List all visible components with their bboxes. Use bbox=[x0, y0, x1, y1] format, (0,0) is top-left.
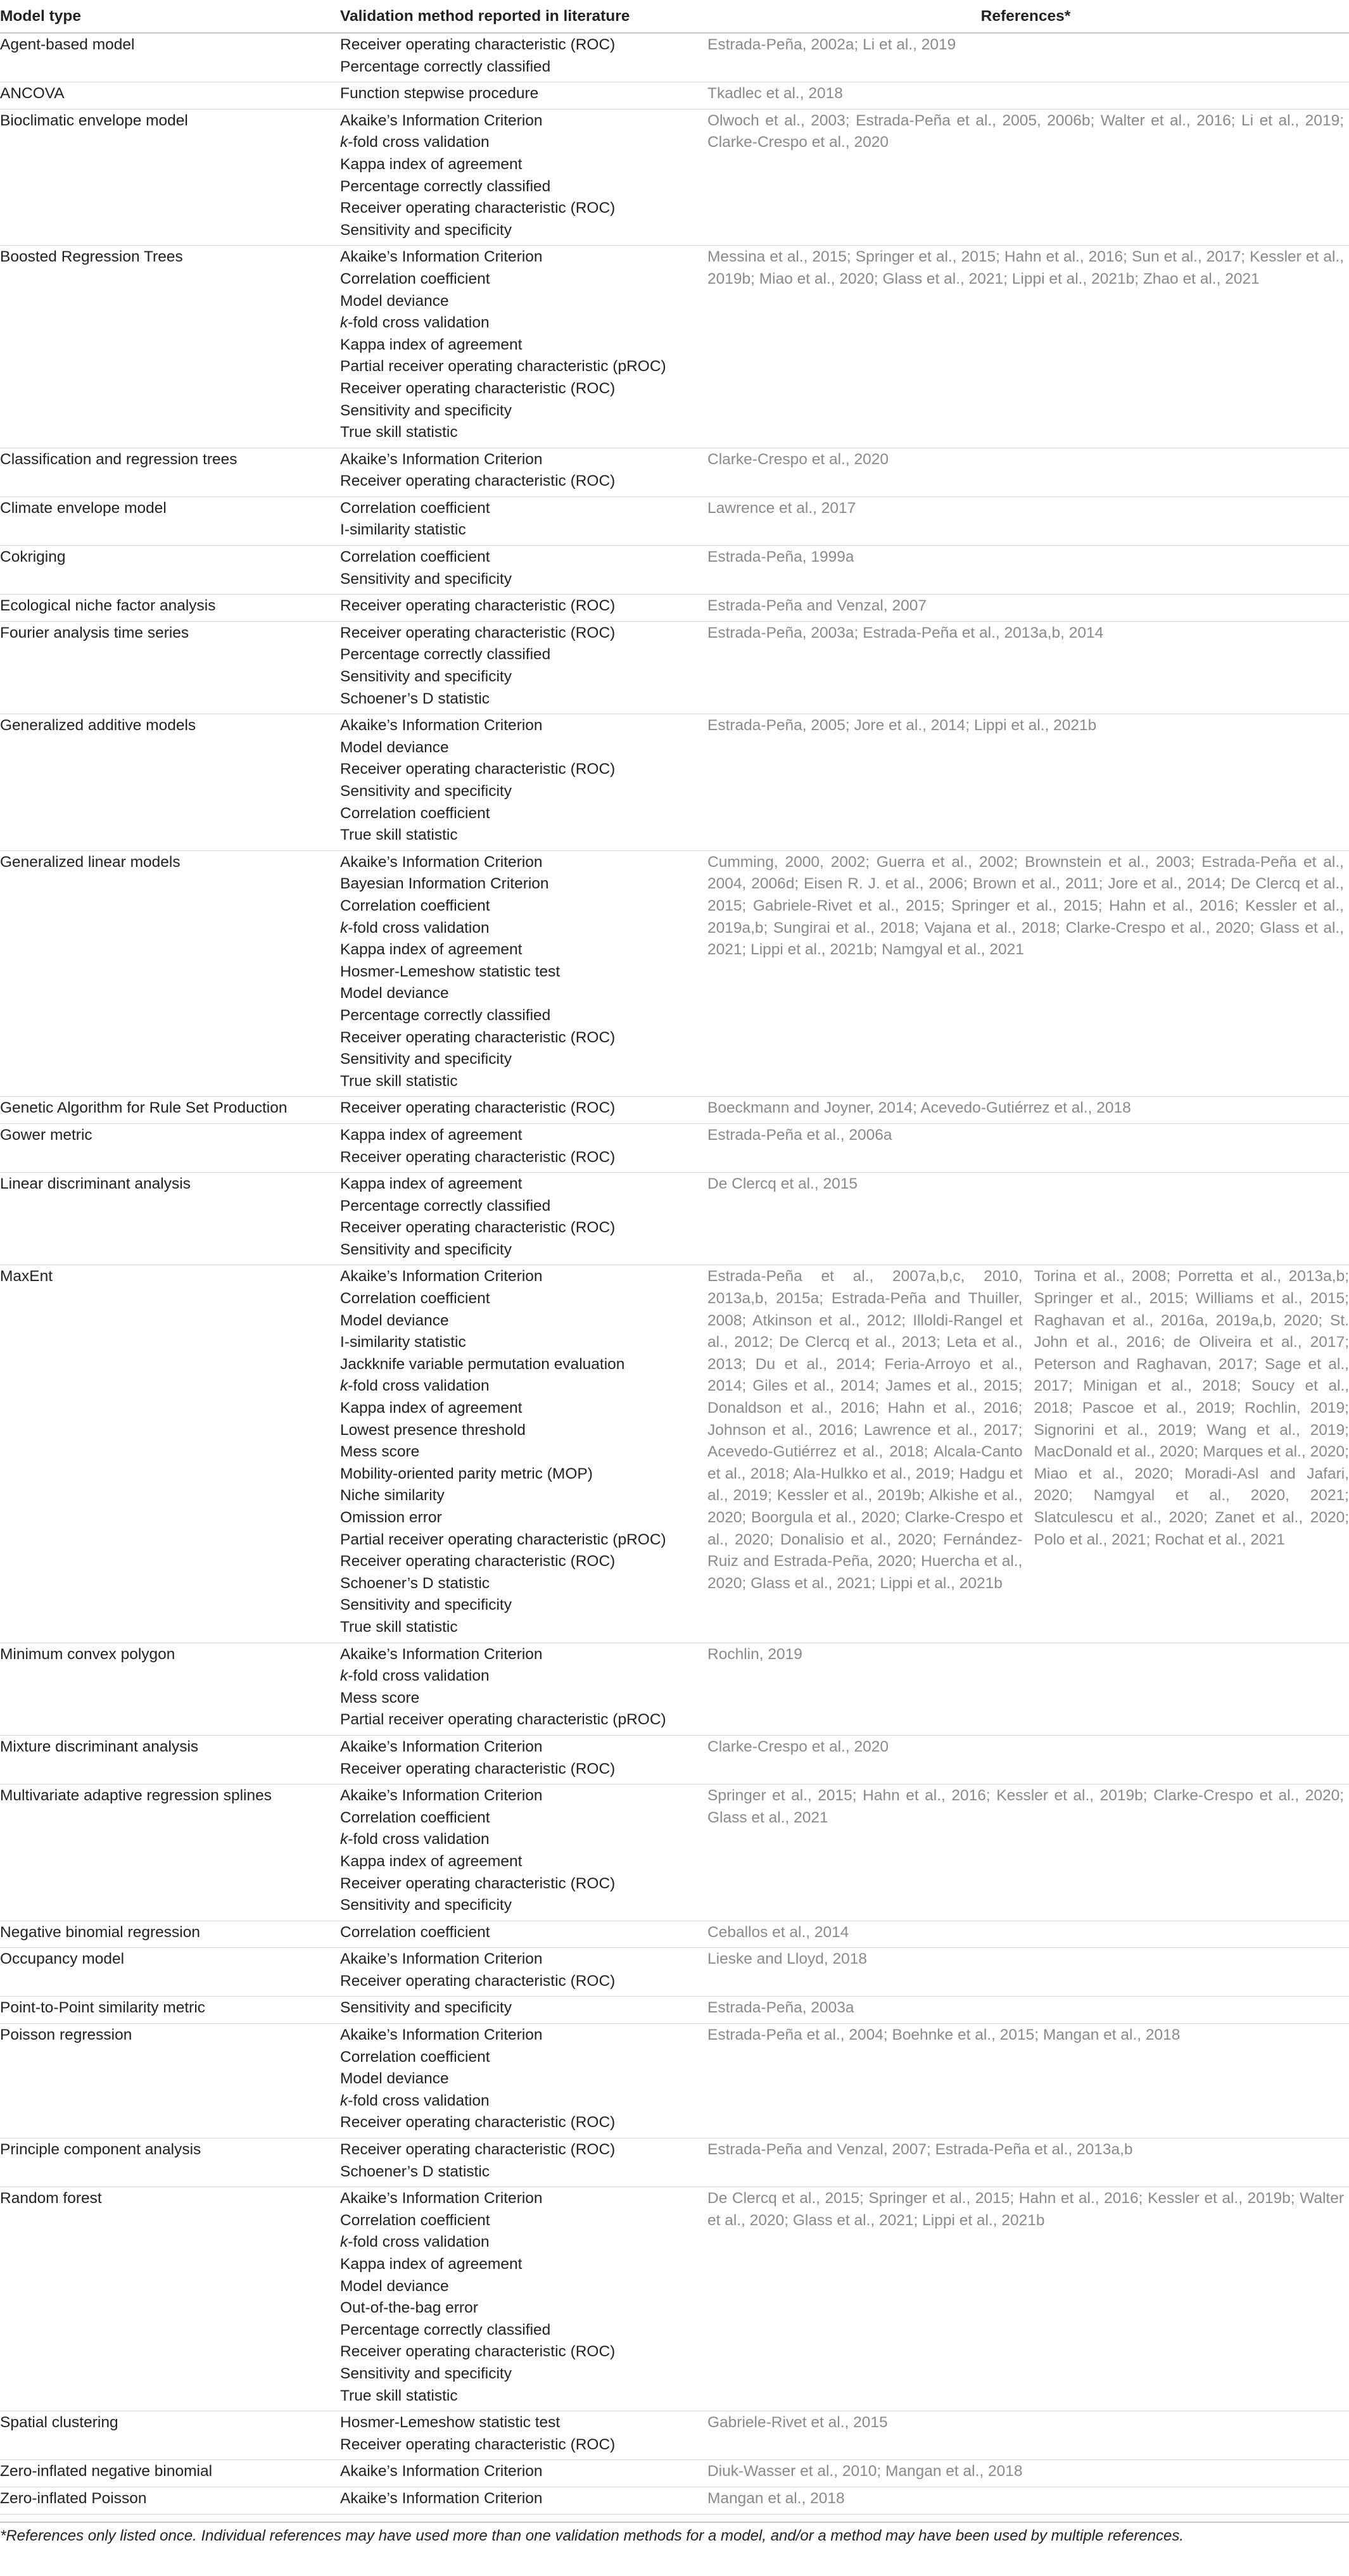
references-cell: Clarke-Crespo et al., 2020 bbox=[707, 1735, 1349, 1784]
model-type-cell: Gower metric bbox=[0, 1123, 340, 1172]
model-type-cell: ANCOVA bbox=[0, 82, 340, 110]
references-cell: Ceballos et al., 2014 bbox=[707, 1921, 1349, 1948]
validation-method-item: Percentage correctly classified bbox=[340, 177, 551, 195]
validation-method-item: Hosmer-Lemeshow statistic test bbox=[340, 2414, 560, 2432]
references-cell: De Clercq et al., 2015; Springer et al., 2015; Hahn et al., 2016; Kessler et al., 2019b; Walter et al., 2020; Glass et al., 2021; Lippi et al., 2021b bbox=[707, 2187, 1349, 2411]
validation-method-item: Kappa index of agreement bbox=[340, 1126, 522, 1144]
references-cell: Diuk-Wasser et al., 2010; Mangan et al., 2018 bbox=[707, 2460, 1349, 2487]
table-row bbox=[0, 1123, 1349, 1172]
validation-methods-cell bbox=[340, 1948, 707, 1997]
references-cell: De Clercq et al., 2015 bbox=[707, 1173, 1349, 1265]
model-type-cell: Occupancy model bbox=[0, 1948, 340, 1997]
validation-methods-cell bbox=[340, 546, 707, 595]
validation-method-item: Partial receiver operating characteristic (pROC) bbox=[340, 1531, 666, 1548]
validation-method-item: Receiver operating characteristic (ROC) bbox=[340, 624, 616, 641]
validation-method-item: True skill statistic bbox=[340, 1618, 458, 1636]
validation-method-item: Correlation coefficient bbox=[340, 270, 490, 287]
table-row bbox=[0, 1921, 1349, 1948]
references-cell: Estrada-Peña, 2003a; Estrada-Peña et al., 2013a,b, 2014 bbox=[707, 621, 1349, 714]
model-type-cell: Random forest bbox=[0, 2187, 340, 2411]
model-type-cell: Genetic Algorithm for Rule Set Production bbox=[0, 1097, 340, 1124]
validation-method-item: k-fold cross validation bbox=[340, 2092, 490, 2109]
table-row bbox=[0, 2460, 1349, 2487]
validation-method-item: Kappa index of agreement bbox=[340, 336, 522, 353]
validation-methods-cell bbox=[340, 850, 707, 1097]
references-cell: Estrada-Peña and Venzal, 2007 bbox=[707, 595, 1349, 622]
references-column-left: Estrada-Peña et al., 2007a,b,c, 2010, 2013a,b, 2015a; Estrada-Peña and Thuiller, 2008; Atkinson et al., 2012; Illoldi-Rangel et al., 2012; De Clercq et al., 2013; Leta et al., 2013; Du et al., 2014; Feria-Arroyo et al., 2014; Giles et al., 2014; James et al., 2015; Donaldson et al., 2016; Hahn et al., 2016; Johnson et al., 2016; Lawrence et al., 2017; Acevedo-Gutiérrez et al., 2018; Alcala-Canto et al., 2018; Ala-Hulkko et al., 2019; Hadgu et al., 2019; Kessler et al., 2019b; Alkishe et al., 2020; Boorgula et al., 2020; Clarke-Crespo et al., 2020; Donalisio et al., 2020; Fernández-Ruiz and Estrada-Peña, 2020; Huercha et al., 2020; Glass et al., 2021; Lippi et al., 2021b bbox=[707, 1268, 1023, 1592]
table-row bbox=[0, 109, 1349, 246]
validation-method-item: Akaike’s Information Criterion bbox=[340, 1645, 543, 1663]
validation-methods-cell bbox=[340, 246, 707, 448]
validation-method-item: Percentage correctly classified bbox=[340, 646, 551, 664]
table-row bbox=[0, 1997, 1349, 2024]
model-type-cell: Climate envelope model bbox=[0, 496, 340, 545]
validation-method-item: Correlation coefficient bbox=[340, 1809, 490, 1826]
validation-method-item: Hosmer-Lemeshow statistic test bbox=[340, 963, 560, 980]
validation-method-item: Kappa index of agreement bbox=[340, 1175, 522, 1193]
validation-method-item: Receiver operating characteristic (ROC) bbox=[340, 472, 616, 490]
model-type-cell: Multivariate adaptive regression splines bbox=[0, 1784, 340, 1921]
table-row bbox=[0, 33, 1349, 82]
validation-method-item: Partial receiver operating characteristic (pROC) bbox=[340, 1711, 666, 1729]
validation-method-item: Model deviance bbox=[340, 292, 449, 310]
validation-method-item: Akaike’s Information Criterion bbox=[340, 2026, 543, 2044]
validation-method-item: Sensitivity and specificity bbox=[340, 221, 512, 239]
header-row bbox=[0, 0, 1349, 33]
table-row bbox=[0, 595, 1349, 622]
validation-method-item: Receiver operating characteristic (ROC) bbox=[340, 2114, 616, 2131]
model-type-cell: Ecological niche factor analysis bbox=[0, 595, 340, 622]
references-cell: Messina et al., 2015; Springer et al., 2015; Hahn et al., 2016; Sun et al., 2017; Kessler et al., 2019b; Miao et al., 2020; Glass et al., 2021; Lippi et al., 2021b; Zhao et al., 2021 bbox=[707, 246, 1349, 448]
references-cell: Mangan et al., 2018 bbox=[707, 2487, 1349, 2514]
validation-method-item: True skill statistic bbox=[340, 1072, 458, 1090]
validation-method-item: Akaike’s Information Criterion bbox=[340, 2190, 543, 2207]
validation-method-item: k-fold cross validation bbox=[340, 134, 490, 151]
validation-method-item: Akaike’s Information Criterion bbox=[340, 1950, 543, 1968]
validation-method-item: Partial receiver operating characteristic (pROC) bbox=[340, 358, 666, 376]
validation-method-item: Model deviance bbox=[340, 738, 449, 756]
references-cell: Estrada-Peña, 2003a bbox=[707, 1997, 1349, 2024]
validation-method-item: Akaike’s Information Criterion bbox=[340, 248, 543, 266]
validation-methods-cell bbox=[340, 1921, 707, 1948]
validation-method-item: k-fold cross validation bbox=[340, 1667, 490, 1685]
references-cell: Cumming, 2000, 2002; Guerra et al., 2002; Brownstein et al., 2003; Estrada-Peña et al., 2004, 2006d; Eisen R. J. et al., 2006; Brown et al., 2011; Jore et al., 2014; De Clercq et al., 2015; Gabriele-Rivet et al., 2015; Springer et al., 2015; Hahn et al., 2016; Kessler et al., 2019a,b; Sungirai et al., 2018; Vajana et al., 2018; Clarke-Crespo et al., 2020; Glass et al., 2021; Lippi et al., 2021b; Namgyal et al., 2021 bbox=[707, 850, 1349, 1097]
validation-methods-cell bbox=[340, 82, 707, 110]
validation-method-item: Mess score bbox=[340, 1443, 420, 1461]
model-type-cell: Bioclimatic envelope model bbox=[0, 109, 340, 246]
validation-methods-cell bbox=[340, 714, 707, 851]
validation-method-item: Kappa index of agreement bbox=[340, 1852, 522, 1870]
validation-method-item: Akaike’s Information Criterion bbox=[340, 1787, 543, 1805]
references-cell: Rochlin, 2019 bbox=[707, 1643, 1349, 1735]
validation-method-item: Akaike’s Information Criterion bbox=[340, 717, 543, 735]
table-row bbox=[0, 1643, 1349, 1735]
model-type-cell: Zero-inflated negative binomial bbox=[0, 2460, 340, 2487]
validation-method-item: Receiver operating characteristic (ROC) bbox=[340, 1760, 616, 1777]
table-row bbox=[0, 1948, 1349, 1997]
validation-method-item: Correlation coefficient bbox=[340, 548, 490, 566]
validation-method-item: Sensitivity and specificity bbox=[340, 1051, 512, 1068]
validation-method-item: Omission error bbox=[340, 1509, 442, 1526]
validation-method-item: Jackknife variable permutation evaluation bbox=[340, 1355, 625, 1373]
validation-method-item: Out-of-the-bag error bbox=[340, 2299, 478, 2317]
references-cell: Boeckmann and Joyner, 2014; Acevedo-Gutiérrez et al., 2018 bbox=[707, 1097, 1349, 1124]
validation-method-item: Sensitivity and specificity bbox=[340, 1999, 512, 2017]
validation-method-item: Receiver operating characteristic (ROC) bbox=[340, 1553, 616, 1570]
validation-methods-cell bbox=[340, 2138, 707, 2187]
model-type-cell: Principle component analysis bbox=[0, 2138, 340, 2187]
validation-method-item: Percentage correctly classified bbox=[340, 2321, 551, 2339]
validation-methods-cell bbox=[340, 109, 707, 246]
validation-method-item: I-similarity statistic bbox=[340, 521, 466, 539]
validation-method-item: Model deviance bbox=[340, 1311, 449, 1329]
references-cell: Estrada-Peña, 1999a bbox=[707, 546, 1349, 595]
validation-method-item: Schoener’s D statistic bbox=[340, 690, 490, 707]
references-cell: Estrada-Peña and Venzal, 2007; Estrada-Peña et al., 2013a,b bbox=[707, 2138, 1349, 2187]
validation-method-item: True skill statistic bbox=[340, 424, 458, 441]
validation-method-item: Model deviance bbox=[340, 985, 449, 1002]
validation-method-item: I-similarity statistic bbox=[340, 1334, 466, 1351]
validation-methods-cell bbox=[340, 2024, 707, 2138]
validation-method-item: Receiver operating characteristic (ROC) bbox=[340, 2435, 616, 2453]
validation-methods-cell bbox=[340, 2187, 707, 2411]
header-validation-method: Validation method reported in literature bbox=[340, 0, 707, 33]
validation-methods-cell bbox=[340, 1123, 707, 1172]
references-cell: Tkadlec et al., 2018 bbox=[707, 82, 1349, 110]
validation-methods-cell bbox=[340, 1097, 707, 1124]
table-row bbox=[0, 850, 1349, 1097]
references-cell: Estrada-Peña et al., 2004; Boehnke et al., 2015; Mangan et al., 2018 bbox=[707, 2024, 1349, 2138]
validation-methods-cell bbox=[340, 33, 707, 82]
validation-methods-cell bbox=[340, 2411, 707, 2460]
model-type-cell: Classification and regression trees bbox=[0, 448, 340, 496]
references-cell: Olwoch et al., 2003; Estrada-Peña et al., 2005, 2006b; Walter et al., 2016; Li et al., 2019; Clarke-Crespo et al., 2020 bbox=[707, 109, 1349, 246]
table-row bbox=[0, 448, 1349, 496]
validation-method-item: k-fold cross validation bbox=[340, 1831, 490, 1848]
table-row bbox=[0, 2411, 1349, 2460]
validation-method-item: Receiver operating characteristic (ROC) bbox=[340, 1148, 616, 1166]
validation-method-item: Correlation coefficient bbox=[340, 1290, 490, 1308]
validation-method-item: Model deviance bbox=[340, 2277, 449, 2295]
validation-method-item: Receiver operating characteristic (ROC) bbox=[340, 2141, 616, 2159]
validation-methods-cell bbox=[340, 1173, 707, 1265]
validation-method-item: Receiver operating characteristic (ROC) bbox=[340, 1874, 616, 1892]
validation-method-item: Sensitivity and specificity bbox=[340, 401, 512, 419]
references-two-column bbox=[707, 1266, 1349, 1594]
validation-method-item: Schoener’s D statistic bbox=[340, 2162, 490, 2180]
model-type-cell: Generalized additive models bbox=[0, 714, 340, 851]
validation-method-item: True skill statistic bbox=[340, 826, 458, 844]
references-column-right: Torina et al., 2008; Porretta et al., 2013a,b; Springer et al., 2015; Williams et al., 2015; Raghavan et al., 2016a, 2019a,b, 2020; St. John et al., 2016; de Oliveira et al., 2017; Peterson and Raghavan, 2017; Sage et al., 2017; Minigan et al., 2018; Soucy et al., 2018; Pascoe et al., 2019; Rochlin, 2019; Signorini et al., 2019; Wang et al., 2019; MacDonald et al., 2020; Marques et al., 2020; Miao et al., 2020; Moradi-Asl and Jafari, 2020; Namgyal et al., 2020, 2021; Slatculescu et al., 2020; Zanet et al., 2020; Polo et al., 2021; Rochat et al., 2021 bbox=[1034, 1268, 1349, 1548]
validation-methods-cell bbox=[340, 1265, 707, 1643]
validation-methods-cell bbox=[340, 2487, 707, 2514]
references-cell: Lawrence et al., 2017 bbox=[707, 496, 1349, 545]
table-body bbox=[0, 33, 1349, 2514]
validation-method-item: k-fold cross validation bbox=[340, 919, 490, 937]
model-type-cell: Zero-inflated Poisson bbox=[0, 2487, 340, 2514]
model-type-cell: Spatial clustering bbox=[0, 2411, 340, 2460]
table-row bbox=[0, 714, 1349, 851]
validation-method-item: Kappa index of agreement bbox=[340, 2256, 522, 2273]
table-row bbox=[0, 1265, 1349, 1643]
validation-method-item: Function stepwise procedure bbox=[340, 85, 539, 103]
references-cell: Lieske and Lloyd, 2018 bbox=[707, 1948, 1349, 1997]
table-row bbox=[0, 546, 1349, 595]
table-row bbox=[0, 1097, 1349, 1124]
validation-method-item: Niche similarity bbox=[340, 1487, 445, 1505]
validation-method-item: Lowest presence threshold bbox=[340, 1421, 526, 1439]
validation-method-item: Kappa index of agreement bbox=[340, 155, 522, 173]
references-cell: Springer et al., 2015; Hahn et al., 2016; Kessler et al., 2019b; Clarke-Crespo et al., 2020; Glass et al., 2021 bbox=[707, 1784, 1349, 1921]
validation-method-item: Sensitivity and specificity bbox=[340, 783, 512, 800]
table-row bbox=[0, 2487, 1349, 2514]
validation-methods-cell bbox=[340, 1997, 707, 2024]
model-type-cell: Minimum convex polygon bbox=[0, 1643, 340, 1735]
model-type-cell: Boosted Regression Trees bbox=[0, 246, 340, 448]
model-type-cell: Poisson regression bbox=[0, 2024, 340, 2138]
validation-method-item: Akaike’s Information Criterion bbox=[340, 1738, 543, 1755]
validation-method-item: Receiver operating characteristic (ROC) bbox=[340, 1099, 616, 1117]
table-row bbox=[0, 82, 1349, 110]
validation-method-item: Model deviance bbox=[340, 2070, 449, 2088]
table-row bbox=[0, 2187, 1349, 2411]
validation-method-item: Schoener’s D statistic bbox=[340, 1574, 490, 1592]
validation-method-item: Mess score bbox=[340, 1689, 420, 1707]
validation-methods-cell bbox=[340, 496, 707, 545]
validation-method-item: Bayesian Information Criterion bbox=[340, 875, 549, 893]
validation-method-item: Receiver operating characteristic (ROC) bbox=[340, 597, 616, 615]
model-type-cell: Generalized linear models bbox=[0, 850, 340, 1097]
validation-method-item: Receiver operating characteristic (ROC) bbox=[340, 36, 616, 53]
references-cell: Estrada-Peña, 2002a; Li et al., 2019 bbox=[707, 33, 1349, 82]
validation-methods-cell bbox=[340, 621, 707, 714]
model-type-cell: Mixture discriminant analysis bbox=[0, 1735, 340, 1784]
validation-method-item: k-fold cross validation bbox=[340, 314, 490, 332]
validation-method-item: Mobility-oriented parity metric (MOP) bbox=[340, 1465, 593, 1482]
validation-method-item: Akaike’s Information Criterion bbox=[340, 2489, 543, 2507]
validation-method-item: Akaike’s Information Criterion bbox=[340, 1268, 543, 1285]
validation-methods-cell bbox=[340, 2460, 707, 2487]
validation-method-item: Sensitivity and specificity bbox=[340, 1897, 512, 1914]
validation-methods-cell bbox=[340, 1735, 707, 1784]
validation-method-item: Correlation coefficient bbox=[340, 1923, 490, 1941]
validation-method-item: Percentage correctly classified bbox=[340, 58, 551, 75]
table-row bbox=[0, 246, 1349, 448]
validation-method-item: Sensitivity and specificity bbox=[340, 1241, 512, 1258]
model-type-cell: Fourier analysis time series bbox=[0, 621, 340, 714]
validation-methods-cell bbox=[340, 448, 707, 496]
validation-method-item: k-fold cross validation bbox=[340, 1377, 490, 1395]
validation-method-item: Receiver operating characteristic (ROC) bbox=[340, 2343, 616, 2361]
table-row bbox=[0, 1735, 1349, 1784]
header-model-type: Model type bbox=[0, 0, 340, 33]
validation-methods-cell bbox=[340, 1784, 707, 1921]
table-row bbox=[0, 496, 1349, 545]
references-cell: Estrada-Peña et al., 2006a bbox=[707, 1123, 1349, 1172]
validation-method-item: Correlation coefficient bbox=[340, 499, 490, 517]
validation-methods-cell bbox=[340, 1643, 707, 1735]
header-references: References* bbox=[707, 0, 1349, 33]
table-row bbox=[0, 1173, 1349, 1265]
references-cell: Clarke-Crespo et al., 2020 bbox=[707, 448, 1349, 496]
table-row bbox=[0, 2138, 1349, 2187]
validation-method-item: True skill statistic bbox=[340, 2387, 458, 2404]
validation-method-item: Correlation coefficient bbox=[340, 2211, 490, 2229]
validation-methods-cell bbox=[340, 595, 707, 622]
validation-method-item: Correlation coefficient bbox=[340, 804, 490, 822]
table-header bbox=[0, 0, 1349, 33]
validation-method-item: Sensitivity and specificity bbox=[340, 2364, 512, 2382]
validation-method-item: Receiver operating characteristic (ROC) bbox=[340, 199, 616, 217]
table-row bbox=[0, 2024, 1349, 2138]
validation-method-item: Percentage correctly classified bbox=[340, 1197, 551, 1215]
validation-method-item: Receiver operating characteristic (ROC) bbox=[340, 1028, 616, 1046]
model-type-cell: Point-to-Point similarity metric bbox=[0, 1997, 340, 2024]
validation-method-item: Akaike’s Information Criterion bbox=[340, 111, 543, 129]
model-type-cell: MaxEnt bbox=[0, 1265, 340, 1643]
validation-method-item: Kappa index of agreement bbox=[340, 1399, 522, 1417]
model-type-cell: Negative binomial regression bbox=[0, 1921, 340, 1948]
model-type-cell: Agent-based model bbox=[0, 33, 340, 82]
table-row bbox=[0, 1784, 1349, 1921]
table-row bbox=[0, 621, 1349, 714]
validation-method-item: Kappa index of agreement bbox=[340, 941, 522, 959]
validation-method-item: Akaike’s Information Criterion bbox=[340, 2463, 543, 2480]
references-cell: Estrada-Peña, 2005; Jore et al., 2014; Lippi et al., 2021b bbox=[707, 714, 1349, 851]
validation-method-item: Correlation coefficient bbox=[340, 897, 490, 914]
validation-method-item: k-fold cross validation bbox=[340, 2233, 490, 2251]
validation-method-item: Akaike’s Information Criterion bbox=[340, 450, 543, 468]
validation-method-item: Sensitivity and specificity bbox=[340, 1596, 512, 1614]
validation-method-item: Receiver operating characteristic (ROC) bbox=[340, 1219, 616, 1237]
validation-method-item: Correlation coefficient bbox=[340, 2048, 490, 2066]
validation-method-item: Sensitivity and specificity bbox=[340, 668, 512, 686]
model-type-cell: Linear discriminant analysis bbox=[0, 1173, 340, 1265]
validation-method-item: Receiver operating characteristic (ROC) bbox=[340, 761, 616, 778]
validation-method-item: Sensitivity and specificity bbox=[340, 570, 512, 588]
model-type-cell: Cokriging bbox=[0, 546, 340, 595]
references-cell bbox=[707, 1265, 1349, 1643]
references-cell: Gabriele-Rivet et al., 2015 bbox=[707, 2411, 1349, 2460]
validation-method-item: Percentage correctly classified bbox=[340, 1006, 551, 1024]
validation-method-item: Receiver operating characteristic (ROC) bbox=[340, 379, 616, 397]
table-footnote: *References only listed once. Individual references may have used more than one validation methods for a model, and/or a method may have been used by multiple references. bbox=[0, 2522, 1349, 2546]
validation-method-item: Akaike’s Information Criterion bbox=[340, 853, 543, 871]
validation-method-item: Receiver operating characteristic (ROC) bbox=[340, 1972, 616, 1990]
